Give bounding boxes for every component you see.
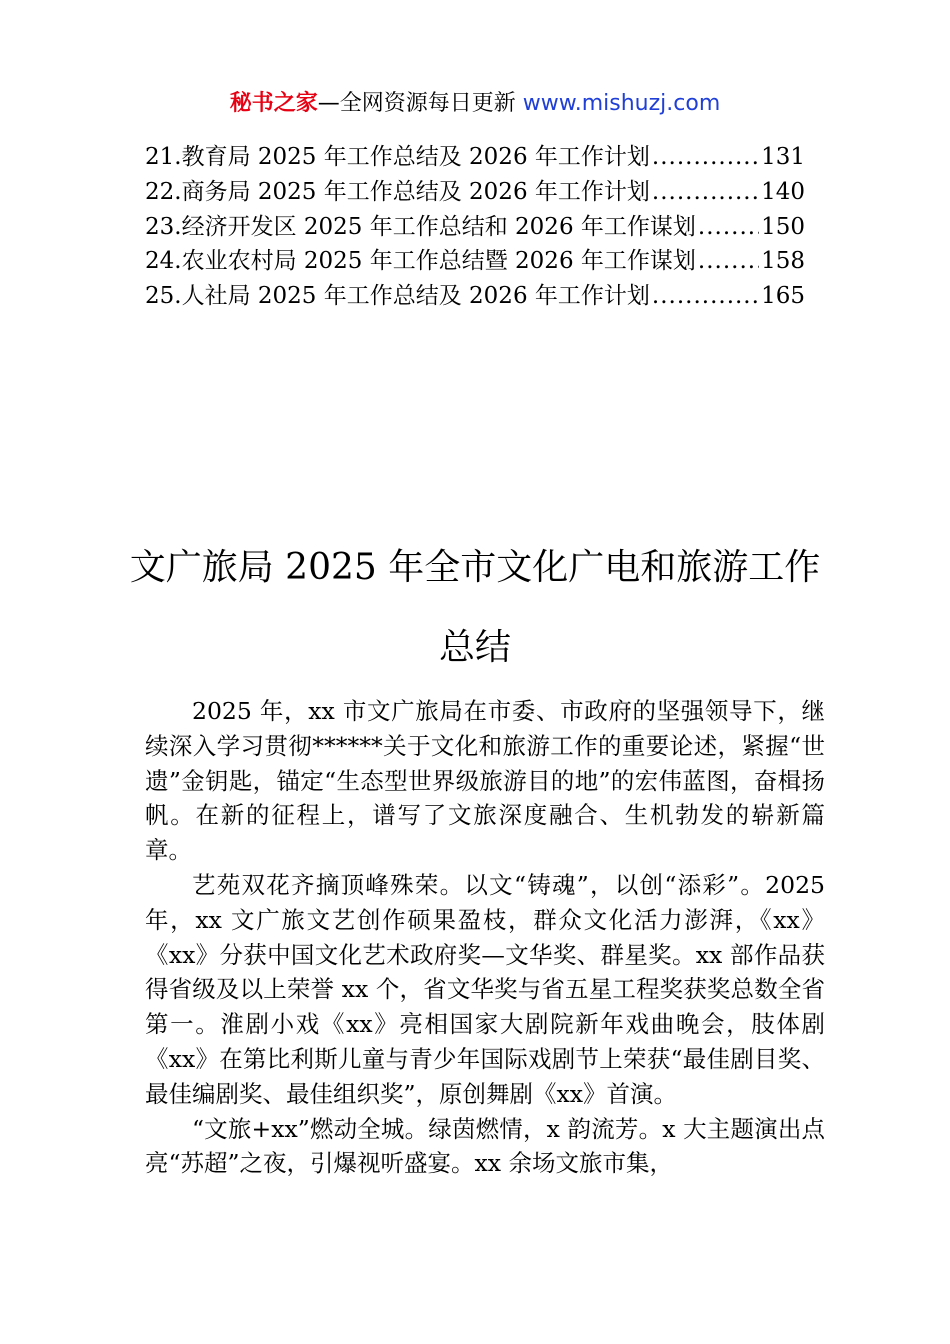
- toc-entry-page: 158: [761, 248, 805, 275]
- toc-dot-leader: [652, 140, 759, 175]
- toc-dot-leader: [698, 244, 759, 279]
- toc-entry-page: 140: [761, 178, 805, 205]
- toc-entry-title: 23.经济开发区 2025 年工作总结和 2026 年工作谋划: [145, 213, 696, 240]
- toc-entry[interactable]: [145, 244, 805, 279]
- toc-entry-page: 131: [761, 144, 805, 170]
- toc-entry[interactable]: [145, 140, 805, 175]
- site-header: [0, 86, 950, 122]
- toc-entry-page: 165: [761, 283, 805, 310]
- body-paragraph: “文旅+xx”燃动全城。绿茵燃情，x 韵流芳。x 大主题演出点亮“苏超”之夜，引爆视听盛宴。xx 余场文旅市集，: [145, 1114, 825, 1178]
- toc-dot-leader: [698, 210, 759, 245]
- toc-entry[interactable]: [145, 175, 805, 210]
- toc-entry-title: 24.农业农村局 2025 年工作总结暨 2026 年工作谋划: [145, 248, 696, 275]
- site-tagline: —全网资源每日更新: [317, 91, 516, 116]
- site-brand: 秘书之家: [229, 91, 318, 116]
- toc-entry-page: 150: [761, 213, 805, 240]
- toc-entry-title: 22.商务局 2025 年工作总结及 2026 年工作计划: [145, 178, 650, 205]
- document-body: [145, 694, 825, 1181]
- toc-entry-title: 25.人社局 2025 年工作总结及 2026 年工作计划: [145, 283, 650, 310]
- site-url-link[interactable]: www.mishuzj.com: [522, 91, 721, 116]
- toc-entry[interactable]: [145, 210, 805, 245]
- toc-dot-leader: [652, 175, 759, 210]
- document-title: 文广旅局 2025 年全市文化广电和旅游工作总结: [129, 547, 821, 668]
- toc-entry-title: 21.教育局 2025 年工作总结及 2026 年工作计划: [145, 144, 650, 170]
- toc-dot-leader: [652, 279, 759, 314]
- table-of-contents: [145, 140, 805, 314]
- toc-entry[interactable]: [145, 279, 805, 314]
- body-paragraph: 2025 年，xx 市文广旅局在市委、市政府的坚强领导下，继续深入学习贯彻******关于文化和旅游工作的重要论述，紧握“世遗”金钥匙，锚定“生态型世界级旅游目的地”的宏伟蓝图，奋楫扬帆。在新的征程上，谱写了文旅深度融合、生机勃发的崭新篇章。: [145, 697, 825, 865]
- body-paragraph: 艺苑双花齐摘顶峰殊荣。以文“铸魂”，以创“添彩”。2025 年，xx 文广旅文艺创作硕果盈枝，群众文化活力澎湃，《xx》《xx》分获中国文化艺术政府奖—文华奖、群星奖。xx 部作品获得省级及以上荣誉 xx 个，省文华奖与省五星工程奖获奖总数全省第一。淮剧小戏《xx》亮相国家大剧院新年戏曲晚会，肢体剧《xx》在第比利斯儿童与青少年国际戏剧节上荣获“最佳剧目奖、最佳编剧奖、最佳组织奖”，原创舞剧《xx》首演。: [145, 870, 825, 1108]
